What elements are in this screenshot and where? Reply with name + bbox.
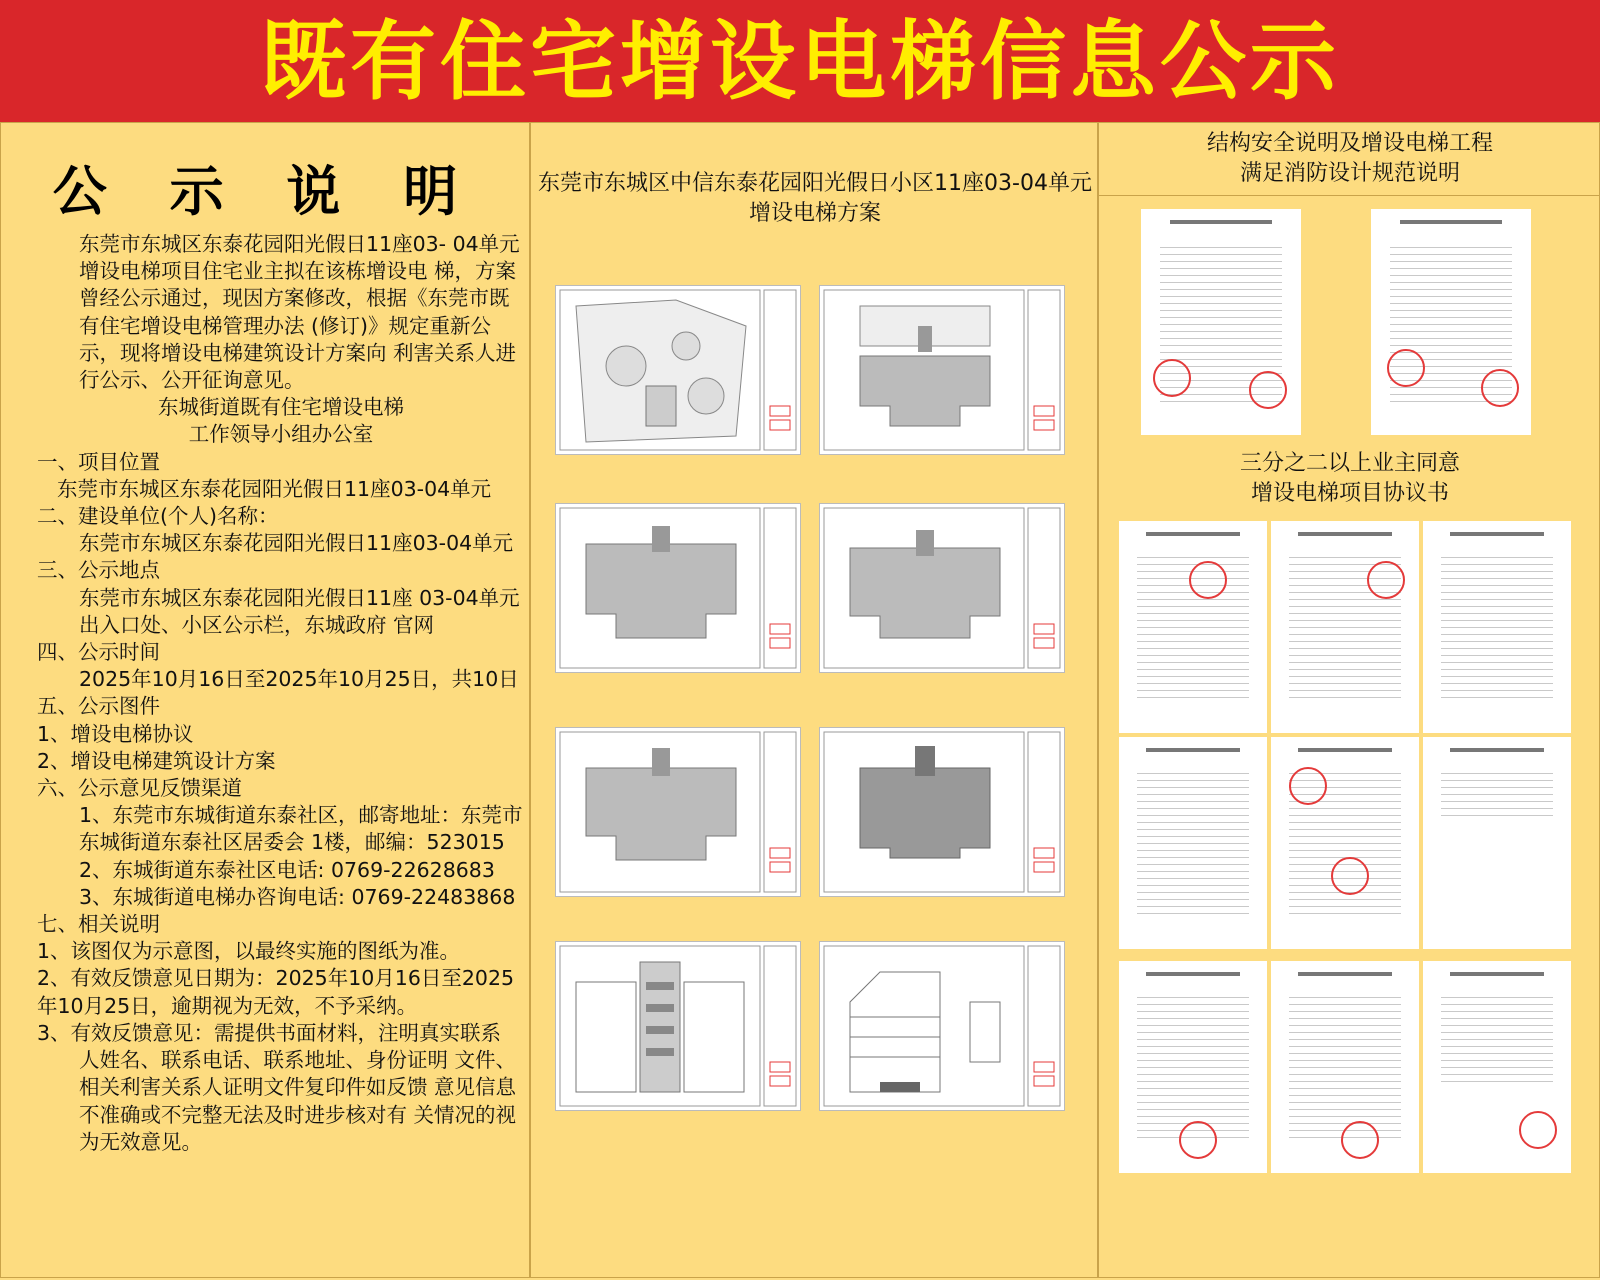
section-5-heading: 五、公示图件 bbox=[37, 694, 160, 719]
structure-safety-title bbox=[1099, 129, 1600, 189]
agreement-page-2 bbox=[1271, 521, 1419, 733]
structure-safety-title-line-1: 结构安全说明及增设电梯工程 bbox=[1206, 131, 1493, 156]
agreement-page-4 bbox=[1119, 737, 1267, 949]
section-3-heading: 三、公示地点 bbox=[37, 558, 160, 583]
plan-title-line-1: 东莞市东城区中信东泰花园阳光假日小区11座03-04单元 bbox=[538, 171, 1092, 196]
documents-panel bbox=[1098, 122, 1600, 1278]
agreement-page-6 bbox=[1423, 737, 1571, 949]
agreement-title-line-1: 三分之二以上业主同意 bbox=[1239, 451, 1460, 476]
agreement-page-8 bbox=[1271, 961, 1419, 1173]
section-7-item-3-cont: 人姓名、联系电话、联系地址、身份证明 文件、相关利害关系人证明文件复印件如反馈 意见信息不准确或不完整无法及时进步核对有 关情况的视为无效意见。 bbox=[79, 1048, 517, 1154]
section-3-body: 东莞市东城区东泰花园阳光假日11座 03-04单元出入口处、小区公示栏，东城政府 官网 bbox=[79, 585, 520, 637]
section-4-heading: 四、公示时间 bbox=[37, 640, 160, 665]
notice-body bbox=[37, 231, 525, 1156]
section-6-item-3: 3、东城街道电梯办咨询电话: 0769-22483868 bbox=[79, 884, 516, 909]
agreement-page-3 bbox=[1423, 521, 1571, 733]
notice-panel bbox=[0, 122, 530, 1278]
structure-safety-document bbox=[1141, 209, 1301, 435]
agreement-page-7 bbox=[1119, 961, 1267, 1173]
divider bbox=[1099, 195, 1600, 196]
org-line-2: 工作领导小组办公室 bbox=[188, 422, 374, 447]
notice-intro: 东莞市东城区东泰花园阳光假日11座03- 04单元增设电梯项目住宅业主拟在该栋增设电 梯，方案曾经公示通过，现因方案修改，根据《东莞市既有住宅增设电梯管理办法 (修订)》规定重新公示，现将增设电梯建筑设计方案向 利害关系人进行公示、公开征询意见。 bbox=[79, 232, 520, 393]
fire-safety-document bbox=[1371, 209, 1531, 435]
plan-title bbox=[531, 169, 1099, 229]
floor-plan-drawing-2 bbox=[555, 503, 801, 673]
section-2-body: 东莞市东城区东泰花园阳光假日11座03-04单元 bbox=[79, 531, 514, 556]
floor-plan-drawing-4 bbox=[555, 727, 801, 897]
structure-safety-title-line-2: 满足消防设计规范说明 bbox=[1239, 161, 1460, 186]
section-1-heading: 一、项目位置 bbox=[37, 449, 160, 474]
floor-plan-drawing-3 bbox=[819, 503, 1065, 673]
plan-panel bbox=[530, 122, 1098, 1278]
section-6-item-2: 2、东城街道东泰社区电话: 0769-22628683 bbox=[79, 857, 495, 882]
org-line-1: 东城街道既有住宅增设电梯 bbox=[158, 395, 404, 420]
section-5-item-1: 1、增设电梯协议 bbox=[37, 721, 194, 746]
plan-title-line-2: 增设电梯方案 bbox=[748, 201, 881, 226]
section-2-heading: 二、建设单位(个人)名称： bbox=[37, 504, 279, 529]
situation-statement-page bbox=[1423, 961, 1571, 1173]
section-7-item-3: 3、有效反馈意见：需提供书面材料，注明真实联系 bbox=[37, 1020, 502, 1045]
section-5-item-2: 2、增设电梯建筑设计方案 bbox=[37, 748, 276, 773]
floor-plan-drawing-1 bbox=[819, 285, 1065, 455]
section-4-body: 2025年10月16日至2025年10月25日，共10日 bbox=[79, 667, 519, 692]
section-7-heading: 七、相关说明 bbox=[37, 912, 160, 937]
site-plan-drawing bbox=[555, 285, 801, 455]
section-drawing bbox=[819, 941, 1065, 1111]
agreement-title bbox=[1099, 449, 1600, 509]
agreement-page-1 bbox=[1119, 521, 1267, 733]
section-6-item-1: 1、东莞市东城街道东泰社区，邮寄地址：东莞市东城街道东泰社区居委会 1楼，邮编：523015 bbox=[79, 803, 523, 855]
agreement-page-5 bbox=[1271, 737, 1419, 949]
elevation-drawing bbox=[555, 941, 801, 1111]
section-7-item-2: 2、有效反馈意见日期为：2025年10月16日至2025年10月25日，逾期视为无效，不予采纳。 bbox=[37, 966, 515, 1018]
banner-title: 既有住宅增设电梯信息公示 bbox=[260, 12, 1340, 112]
section-6-heading: 六、公示意见反馈渠道 bbox=[37, 776, 242, 801]
header-banner bbox=[0, 0, 1600, 122]
section-7-item-1: 1、该图仅为示意图，以最终实施的图纸为准。 bbox=[37, 939, 461, 964]
roof-plan-drawing bbox=[819, 727, 1065, 897]
notice-title: 公 示 说 明 bbox=[52, 160, 480, 223]
agreement-title-line-2: 增设电梯项目协议书 bbox=[1250, 481, 1449, 506]
section-1-body: 东莞市东城区东泰花园阳光假日11座03-04单元 bbox=[57, 476, 492, 501]
